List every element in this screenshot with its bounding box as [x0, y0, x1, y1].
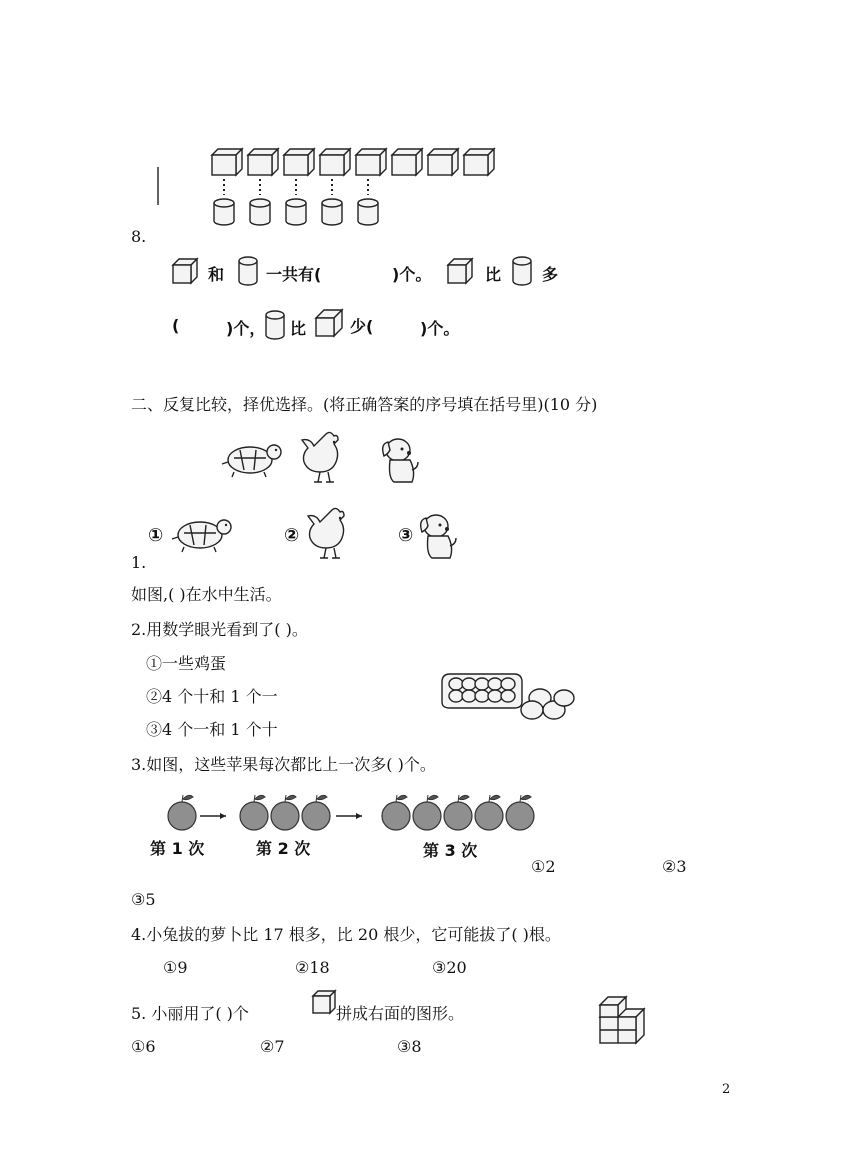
- question-3-option-1: ①2: [531, 857, 556, 876]
- egg-shape: [488, 690, 502, 702]
- question-3-option-2: ②3: [662, 857, 687, 876]
- question-5-option-1: ①6: [131, 1037, 156, 1056]
- unit-label: )个，: [226, 319, 266, 338]
- apple-shape: [413, 795, 441, 830]
- egg-shape: [462, 690, 476, 702]
- compare-label: 比: [485, 265, 502, 284]
- egg-shape: [501, 678, 515, 690]
- page-number: 2: [722, 1082, 731, 1097]
- cubes-cylinders-figure: [150, 145, 510, 235]
- question-5-text-after: 拼成右面的图形。: [336, 1004, 465, 1023]
- question-3-text: 3.如图，这些苹果每次都比上一次多( )个。: [131, 755, 436, 774]
- round-3-label: 第 3 次: [423, 841, 478, 860]
- question-1-number: 1.: [131, 553, 147, 572]
- question-4-option-1: ①9: [163, 958, 188, 977]
- small-cube-icon: [312, 990, 336, 1014]
- egg-shape: [449, 678, 463, 690]
- question-2-option-1: ①一些鸡蛋: [146, 654, 227, 673]
- puppy-image: [380, 436, 420, 484]
- question-8-number: 8.: [131, 227, 147, 246]
- and-label: 和: [208, 265, 225, 284]
- option-mark-1: ①: [148, 525, 164, 546]
- turtle-image: [220, 438, 284, 478]
- egg-shape: [501, 690, 515, 702]
- round-2-label: 第 2 次: [256, 839, 311, 858]
- egg-shape: [449, 690, 463, 702]
- egg-shape: [475, 690, 489, 702]
- cube-shape: [284, 149, 314, 175]
- puppy-option-image: [418, 512, 458, 560]
- blank-open: (: [172, 316, 180, 335]
- question-1-text: 如图,( )在水中生活。: [131, 585, 282, 604]
- question-2-option-2: ②4 个十和 1 个一: [146, 687, 278, 706]
- apple-shape: [475, 795, 503, 830]
- apple-shape: [240, 795, 268, 830]
- question-5-option-3: ③8: [397, 1037, 422, 1056]
- cylinder-icon: [264, 310, 286, 340]
- cylinder-icon: [237, 256, 259, 286]
- total-suffix: )个。: [392, 265, 432, 284]
- apple-shape: [506, 795, 534, 830]
- apples-figure: [160, 790, 550, 840]
- question-2-text: 2.用数学眼光看到了( )。: [131, 620, 308, 639]
- question-2-option-3: ③4 个一和 1 个十: [146, 720, 278, 739]
- option-mark-3: ③: [398, 525, 414, 546]
- cube-icon: [315, 309, 343, 337]
- cylinder-shape: [214, 199, 234, 225]
- question-4-option-2: ②18: [295, 958, 330, 977]
- apple-shape: [382, 795, 410, 830]
- more-label: 多: [542, 265, 559, 284]
- cube-shape: [428, 149, 458, 175]
- question-5-option-2: ②7: [260, 1037, 285, 1056]
- rooster-image: [296, 430, 352, 484]
- cylinder-shape: [358, 199, 378, 225]
- apple-shape: [444, 795, 472, 830]
- apple-shape: [168, 795, 196, 830]
- compare-label-2: 比: [290, 319, 307, 338]
- cube-icon: [172, 258, 198, 284]
- round-1-label: 第 1 次: [150, 839, 205, 858]
- question-4-option-3: ③20: [432, 958, 467, 977]
- cube-shape: [356, 149, 386, 175]
- total-prefix: 一共有(: [266, 265, 322, 284]
- cube-shape: [464, 149, 494, 175]
- section-2-heading: 二、反复比较，择优选择。(将正确答案的序号填在括号里)(10 分): [131, 395, 598, 414]
- cube-shape: [320, 149, 350, 175]
- egg-shape: [475, 678, 489, 690]
- apple-shape: [271, 795, 299, 830]
- egg-shape: [462, 678, 476, 690]
- apple-shape: [302, 795, 330, 830]
- cube-icon: [447, 258, 473, 284]
- cube-shape: [212, 149, 242, 175]
- cylinder-icon: [511, 256, 533, 286]
- less-suffix: )个。: [420, 319, 460, 338]
- cylinder-shape: [322, 199, 342, 225]
- cube-shape: [392, 149, 422, 175]
- rooster-option-image: [302, 506, 358, 560]
- stacked-cubes-image: [598, 995, 652, 1049]
- turtle-option-image: [170, 513, 234, 553]
- question-4-text: 4.小兔拔的萝卜比 17 根多，比 20 根少，它可能拔了( )根。: [131, 925, 561, 944]
- option-mark-2: ②: [284, 525, 300, 546]
- cylinder-shape: [286, 199, 306, 225]
- question-5-text-before: 5. 小丽用了( )个: [131, 1004, 249, 1023]
- less-prefix: 少(: [350, 317, 374, 336]
- cylinder-shape: [250, 199, 270, 225]
- question-3-option-3: ③5: [131, 890, 156, 909]
- eggs-image: [440, 668, 580, 724]
- egg-shape: [488, 678, 502, 690]
- cube-shape: [248, 149, 278, 175]
